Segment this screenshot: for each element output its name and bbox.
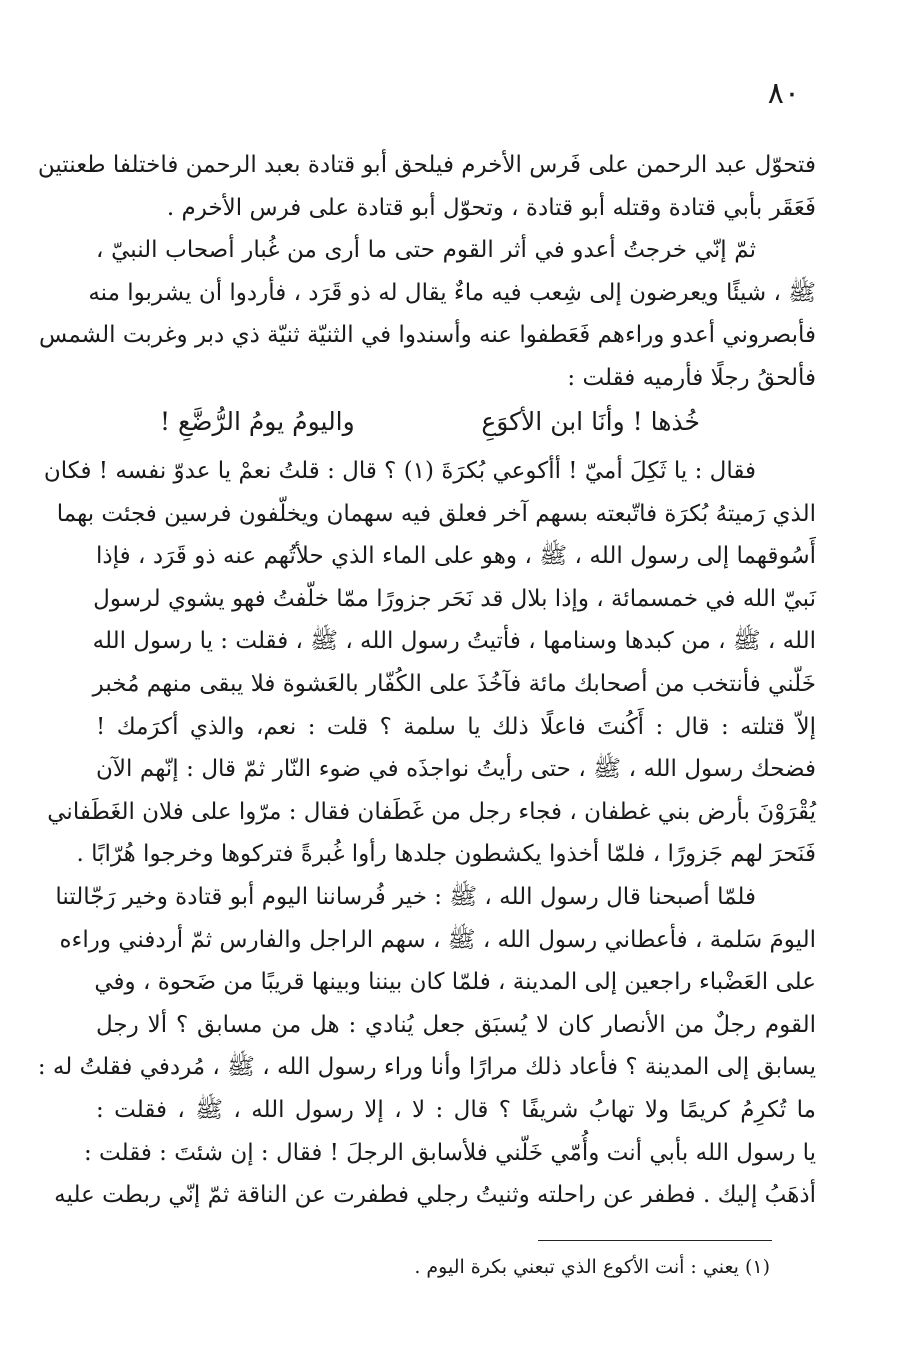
poem-hemistich-left: واليومُ يومُ الرُّضَّعِ ! <box>160 407 355 436</box>
text-line: يا رسول الله بأبي أنت وأُمّي خَلّني فلأسابق الرجلَ ! فقال : إن شئتَ : فقلت : <box>83 1139 816 1166</box>
text-line: القوم رجلٌ من الأنصار كان لا يُسبَق جعل يُنادي : هل من مسابق ؟ ألا رجل <box>96 1011 816 1038</box>
text-line: أَسُوقهما إلى رسول الله ، ﷺ ، وهو على الماء الذي حلأتُهم عنه ذو قَرَد ، فإذا <box>96 543 816 570</box>
body-text-lower <box>37 450 816 1217</box>
text-line: فتحوّل عبد الرحمن على فَرس الأخرم فيلحق أبو قتادة بعبد الرحمن فاختلفا طعنتين <box>37 152 816 178</box>
text-line: فضحك رسول الله ، ﷺ ، حتى رأيتُ نواجذَه في ضوء النّار ثمّ قال : إنّهم الآن <box>96 756 816 783</box>
page-number: ٨٠ <box>767 76 800 111</box>
poem-verse <box>160 400 700 444</box>
text-line: فألحقُ رجلًا فأرميه فقلت : <box>567 364 816 391</box>
text-line: فأبصروني أعدو وراءهم فَعَطفوا عنه وأسندوا في الثنيّة ثنيّة ذي دبر وغربت الشمس <box>39 322 816 349</box>
text-line: إلاّ قتلته : قال : أَكُنتَ فاعلًا ذلك يا سلمة ؟ قلت : نعم، والذي أكرَمك ! <box>96 713 816 740</box>
poem-hemistich-right: خُذها ! وأنَا ابن الأكوَعِ <box>481 407 700 436</box>
text-line: على العَضْباء راجعين إلى المدينة ، فلمّا كان بيننا وبينها قريبًا من ضَحوة ، وفي <box>94 969 816 996</box>
text-line: ﷺ ، شيئًا ويعرضون إلى شِعب فيه ماءٌ يقال له ذو قَرَد ، فأردوا أن يشربوا منه <box>88 279 816 306</box>
text-line: فلمّا أصبحنا قال رسول الله ، ﷺ : خير فُرساننا اليوم أبو قتادة وخير رَجّالتنا <box>55 883 756 910</box>
text-line: ثمّ إنّي خرجتُ أعدو في أثر القوم حتى ما أرى من غُبار أصحاب النبيّ ، <box>96 237 756 264</box>
text-line: فَنَحرَ لهم جَزورًا ، فلمّا أخذوا يكشطون جلدها رأوا غُبرةً فتركوها وخرجوا هُرّابًا . <box>76 841 816 868</box>
footnote: (١) يعني : أنت الأكوع الذي تبعني بكرة اليوم . <box>414 1256 770 1278</box>
text-line: نَبيّ الله في خمسمائة ، وإذا بلال قد نَحَر جزورًا ممّا خلّفتُ فهو يشوي لرسول <box>93 585 816 612</box>
footnote-divider <box>538 1240 772 1241</box>
text-line: الذي رَميتهُ بُكرَة فاتّبعته بسهم آخر فعلق فيه سهمان ويخلّفون فرسين فجئت بهما <box>56 500 816 527</box>
text-line: يُقْرَوْنَ بأرض بني غطفان ، فجاء رجل من غَطَفان فقال : مرّوا على فلان الغَطَفاني <box>47 798 816 825</box>
text-line: ما تُكرِمُ كريمًا ولا تهابُ شريفًا ؟ قال : لا ، إلا رسول الله ، ﷺ ، فقلت : <box>96 1096 816 1123</box>
text-line: أذهَبُ إليك . فطفر عن راحلته وثنيتُ رجلي فطفرت عن الناقة ثمّ إنّي ربطت عليه <box>54 1182 816 1209</box>
text-line: فَعَقَر بأبي قتادة وقتله أبو قتادة ، وتحوّل أبو قتادة على فرس الأخرم . <box>166 194 816 221</box>
text-line: الله ، ﷺ ، من كبدها وسنامها ، فأتيتُ رسول الله ، ﷺ ، فقلت : يا رسول الله <box>92 628 816 655</box>
text-line: فقال : يا ثَكِلَ أميّ ! أأكوعي بُكرَةَ (١) ؟ قال : قلتُ نعمْ يا عدوّ نفسه ! فكان <box>43 458 756 484</box>
body-text-upper <box>37 144 816 400</box>
text-line: خَلّني فأنتخب من أصحابك مائة فآخُذَ على الكُفّار بالعَشوة فلا يبقى منهم مُخبر <box>92 670 816 697</box>
text-line: اليومَ سَلمة ، فأعطاني رسول الله ، ﷺ ، سهم الراجل والفارس ثمّ أردفني وراءه <box>59 926 816 953</box>
text-line: يسابق إلى المدينة ؟ فأعاد ذلك مرارًا وأنا وراء رسول الله ، ﷺ ، مُردفي فقلتُ له : <box>37 1054 816 1081</box>
